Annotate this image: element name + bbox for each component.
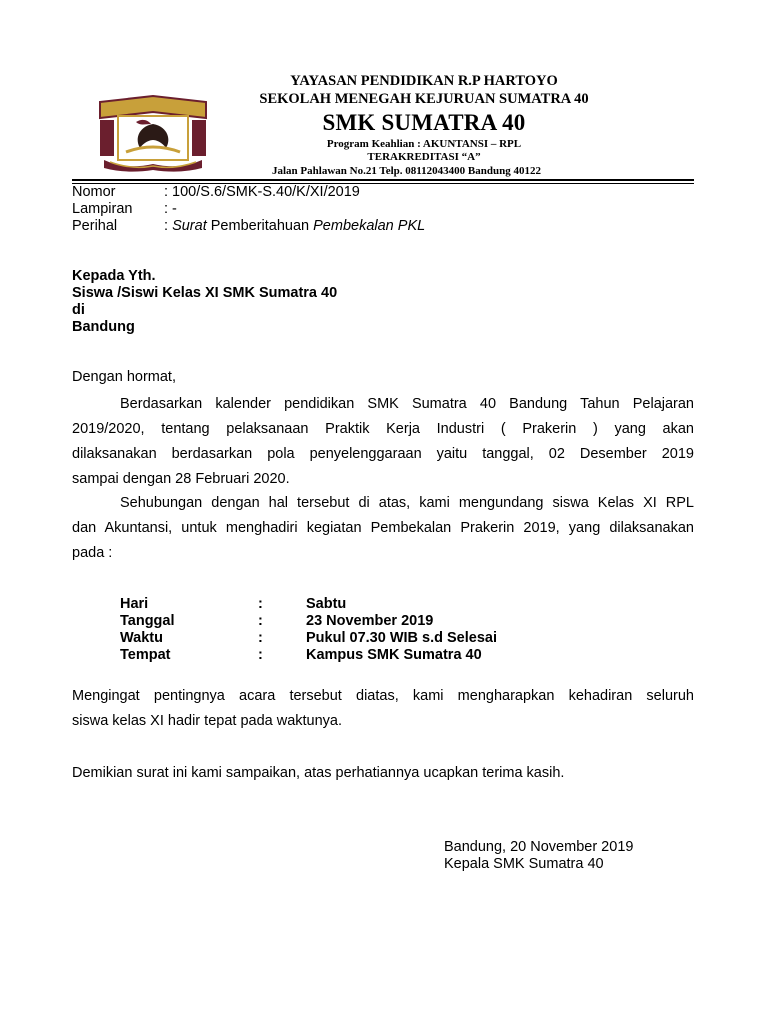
paragraph-2-line: dan Akuntansi, untuk menghadiri kegiatan Pembekalan Prakerin 2019, yang dilaksanakan: [72, 520, 694, 536]
perihal-part-2: Pemberitahuan: [210, 218, 310, 234]
foundation-name: YAYASAN PENDIDIKAN R.P HARTOYO: [290, 73, 558, 89]
closing-sentence: Demikian surat ini kami sampaikan, atas perhatiannya ucapkan terima kasih.: [72, 765, 565, 781]
detail-label-hari: Hari: [120, 596, 149, 612]
letterhead-divider-thick: [72, 179, 694, 181]
greeting: Dengan hormat,: [72, 369, 176, 385]
detail-label-waktu: Waktu: [120, 630, 163, 646]
detail-value-hari: Sabtu: [306, 596, 347, 612]
detail-value-tanggal: 23 November 2019: [306, 613, 434, 629]
signature-place-date: Bandung, 20 November 2019: [444, 839, 634, 855]
paragraph-3-line: Mengingat pentingnya acara tersebut diatas, kami mengharapkan kehadiran seluruh: [72, 688, 694, 704]
perihal-colon: :: [164, 218, 169, 234]
accreditation-line: TERAKREDITASI “A”: [367, 151, 481, 163]
perihal-part-3: Pembekalan PKL: [313, 218, 426, 234]
detail-value-tempat: Kampus SMK Sumatra 40: [306, 647, 482, 663]
detail-value-waktu: Pukul 07.30 WIB s.d Selesai: [306, 630, 497, 646]
perihal-value: [164, 218, 425, 235]
detail-colon: :: [258, 630, 263, 646]
recipient-line-4: Bandung: [72, 319, 135, 335]
recipient-line-2: Siswa /Siswi Kelas XI SMK Sumatra 40: [72, 285, 338, 301]
paragraph-3-line: siswa kelas XI hadir tepat pada waktunya.: [72, 713, 343, 729]
detail-colon: :: [258, 613, 263, 629]
lampiran-value: : -: [164, 201, 177, 217]
nomor-value: : 100/S.6/SMK-S.40/K/XI/2019: [164, 184, 360, 200]
detail-label-tanggal: Tanggal: [120, 613, 175, 629]
recipient-line-1: Kepada Yth.: [72, 268, 156, 284]
paragraph-1-line: 2019/2020, tentang pelaksanaan Praktik Kerja Industri ( Prakerin ) yang akan: [72, 421, 694, 437]
perihal-part-1: Surat: [172, 218, 207, 234]
school-name: SMK SUMATRA 40: [322, 110, 526, 135]
perihal-label: Perihal: [72, 218, 118, 234]
address-line: Jalan Pahlawan No.21 Telp. 08112043400 Bandung 40122: [272, 165, 541, 177]
detail-label-tempat: Tempat: [120, 647, 171, 663]
paragraph-2-line: Sehubungan dengan hal tersebut di atas, kami mengundang siswa Kelas XI RPL: [120, 495, 694, 511]
nomor-label: Nomor: [72, 184, 116, 200]
lampiran-label: Lampiran: [72, 201, 133, 217]
detail-colon: :: [258, 596, 263, 612]
detail-colon: :: [258, 647, 263, 663]
program-line: Program Keahlian : AKUNTANSI – RPL: [326, 138, 522, 150]
paragraph-1-line: Berdasarkan kalender pendidikan SMK Sumatra 40 Bandung Tahun Pelajaran: [120, 396, 694, 412]
recipient-line-3: di: [72, 302, 85, 318]
paragraph-1-line: dilaksanakan berdasarkan pola penyelenggaraan yaitu tanggal, 02 Desember 2019: [72, 446, 694, 462]
paragraph-1-line: sampai dengan 28 Februari 2020.: [72, 471, 290, 487]
signature-position: Kepala SMK Sumatra 40: [444, 856, 604, 872]
paragraph-2-line: pada :: [72, 545, 113, 561]
school-full-name: SEKOLAH MENEGAH KEJURUAN SUMATRA 40: [259, 91, 589, 107]
